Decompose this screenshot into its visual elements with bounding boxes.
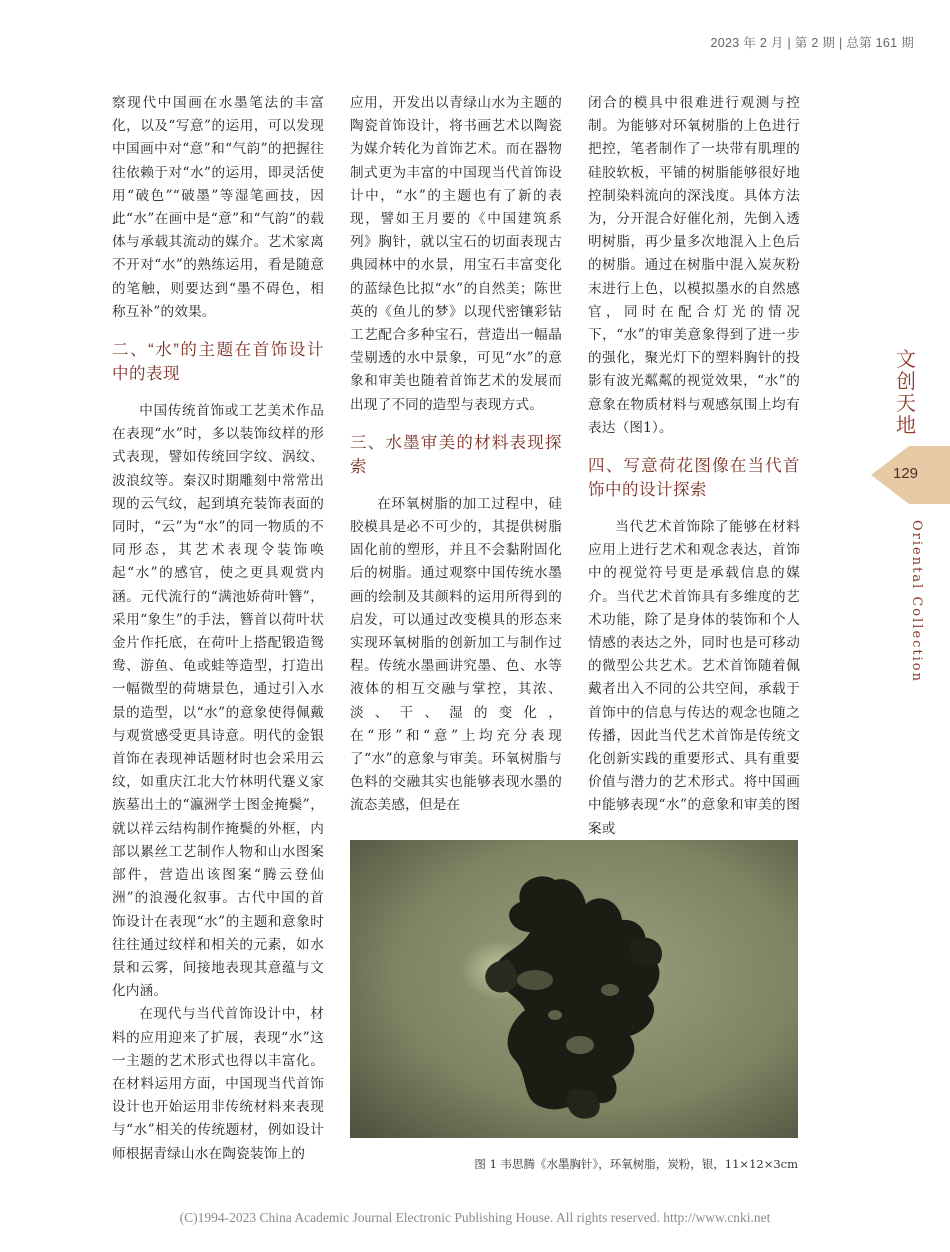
section-title-english: Oriental Collection <box>909 520 924 684</box>
paragraph: 在现代与当代首饰设计中，材料的应用迎来了扩展，表现“水”这一主题的艺术形式也得以丰富化。在材料运用方面，中国现当代首饰设计也开始运用非传统材料来表现与“水”相关的传统题材，例如设计师根据青绿山水在陶瓷装饰上的 <box>112 1006 324 1162</box>
text-column-1 <box>112 92 324 1166</box>
issue-header: 2023 年 2 月 | 第 2 期 | 总第 161 期 <box>710 36 914 50</box>
paragraph: 在环氧树脂的加工过程中，硅胶模具是必不可少的，其提供树脂固化前的塑形，并且不会黏附固化后的树脂。通过观察中国传统水墨画的绘制及其颜料的运用所得到的启发，可以通过改变模具的形态来实现环氧树脂的创新加工与制作过程。传统水墨画讲究墨、色、水等液体的相互交融与掌控，其浓、淡、干、湿的变化，在“形”和“意”上均充分表现了“水”的意象与审美。环氧树脂与色料的交融其实也能够表现水墨的流态美感，但是在 <box>350 495 562 814</box>
figure-caption: 图 1 韦思腾《水墨胸针》，环氧树脂，炭粉，银，11×12×3cm <box>474 1157 798 1171</box>
paragraph: 中国传统首饰或工艺美术作品在表现“水”时，多以装饰纹样的形式表现，譬如传统回字纹、涡纹、波浪纹等。秦汉时期雕刻中常常出现的云气纹，起到填充装饰表面的同时，“云”为“水”的同一物质的不同形态，其艺术表现令装饰唤起“水”的感官，使之更具观赏内涵。元代流行的“满池娇荷叶簪”，采用“象生”的手法，簪首以荷叶状金片作托底，在荷叶上搭配锻造鸳鸯、游鱼、龟或蛙等造型，打造出一幅微型的荷塘景色，通过引入水景的造型，以“水”的意象使得佩戴与观赏感受更具诗意。明代的金银首饰在表现神话题材时也会采用云纹，如重庆江北大竹林明代蹇义家族墓出土的“瀛洲学士图金掩鬓”，就以祥云结构制作掩鬓的外框，内部以累丝工艺制作人物和山水图案部件，营造出该图案“腾云登仙洲”的浪漫化叙事。古代中国的首饰设计在表现“水”的主题和意象时往往通过纹样和相关的元素，如水景和云雾，间接地表现其意蕴与文化内涵。 <box>112 403 324 1000</box>
ink-brooch-image <box>350 840 798 1138</box>
text-column-2 <box>350 92 562 818</box>
figure-ink-brooch-photo <box>350 840 798 1138</box>
title-char: 地 <box>896 413 916 437</box>
section-heading-3: 三、水墨审美的材料表现探索 <box>350 433 562 476</box>
section-heading-4: 四、写意荷花图像在当代首饰中的设计探索 <box>588 457 800 500</box>
copyright-footer: (C)1994-2023 China Academic Journal Electronic Publishing House. All rights reserved. http://www.cnki.net <box>179 1210 771 1225</box>
page-number: 129 <box>893 465 919 482</box>
section-title-vertical <box>895 348 917 436</box>
title-char: 天 <box>896 391 916 415</box>
paragraph: 闭合的模具中很难进行观测与控制。为能够对环氧树脂的上色进行把控，笔者制作了一块带有肌理的硅胶软板，平铺的树脂能够很好地控制染料流向的深浅度。具体方法为，分开混合好催化剂，先倒入透明树脂，再少量多次地混入上色后的树脂。通过在树脂中混入炭灰粉末进行上色，以模拟墨水的自然感官，同时在配合灯光的情况下，“水”的审美意象得到了进一步的强化，聚光灯下的塑料胸针的投影有波光粼粼的视觉效果，“水”的意象在物质材料与观感氛围上均有表达（图1）。 <box>588 95 800 436</box>
paragraph: 应用，开发出以青绿山水为主题的陶瓷首饰设计，将书画艺术以陶瓷为媒介转化为首饰艺术。而在器物制式更为丰富的中国现当代首饰设计中，“水”的主题也有了新的表现，譬如王月要的《中国建筑系列》胸针，就以宝石的切面表现古典园林中的水景，用宝石丰富变化的蓝绿色比拟“水”的自然美；陈世英的《鱼儿的梦》以现代密镶彩钻工艺配合多种宝石，营造出一幅晶莹剔透的水中景象，可见“水”的意象和审美也随着首饰艺术的发展而出现了不同的造型与表现方式。 <box>350 95 562 413</box>
text-column-3 <box>588 92 800 841</box>
title-char: 创 <box>896 369 916 393</box>
paragraph: 察现代中国画在水墨笔法的丰富化，以及“写意”的运用，可以发现中国画中对“意”和“气韵”的把握往往依赖于对“水”的运用，即灵活使用“破色”“破墨”等湿笔画技，因此“水”在画中是“意”和“气韵”的载体与承载其流动的媒介。艺术家离不开对“水”的熟练运用，看是随意的笔触，则要达到“墨不碍色，相称互补”的效果。 <box>112 95 324 320</box>
section-heading-2: 二、“水”的主题在首饰设计中的表现 <box>112 341 324 384</box>
title-char: 文 <box>896 347 916 371</box>
paragraph: 当代艺术首饰除了能够在材料应用上进行艺术和观念表达，首饰中的视觉符号更是承载信息的媒介。当代艺术首饰具有多维度的艺术功能，除了是身体的装饰和个人情感的表达之外，同时也是可移动的微型公共艺术。艺术首饰随着佩戴者出入不同的公共空间，承载于首饰中的信息与传达的观念也随之传播，因此当代艺术首饰是传统文化创新实践的重要形式、具有重要价值与潜力的艺术形式。将中国画中能够表现“水”的意象和审美的图案或 <box>588 519 800 837</box>
